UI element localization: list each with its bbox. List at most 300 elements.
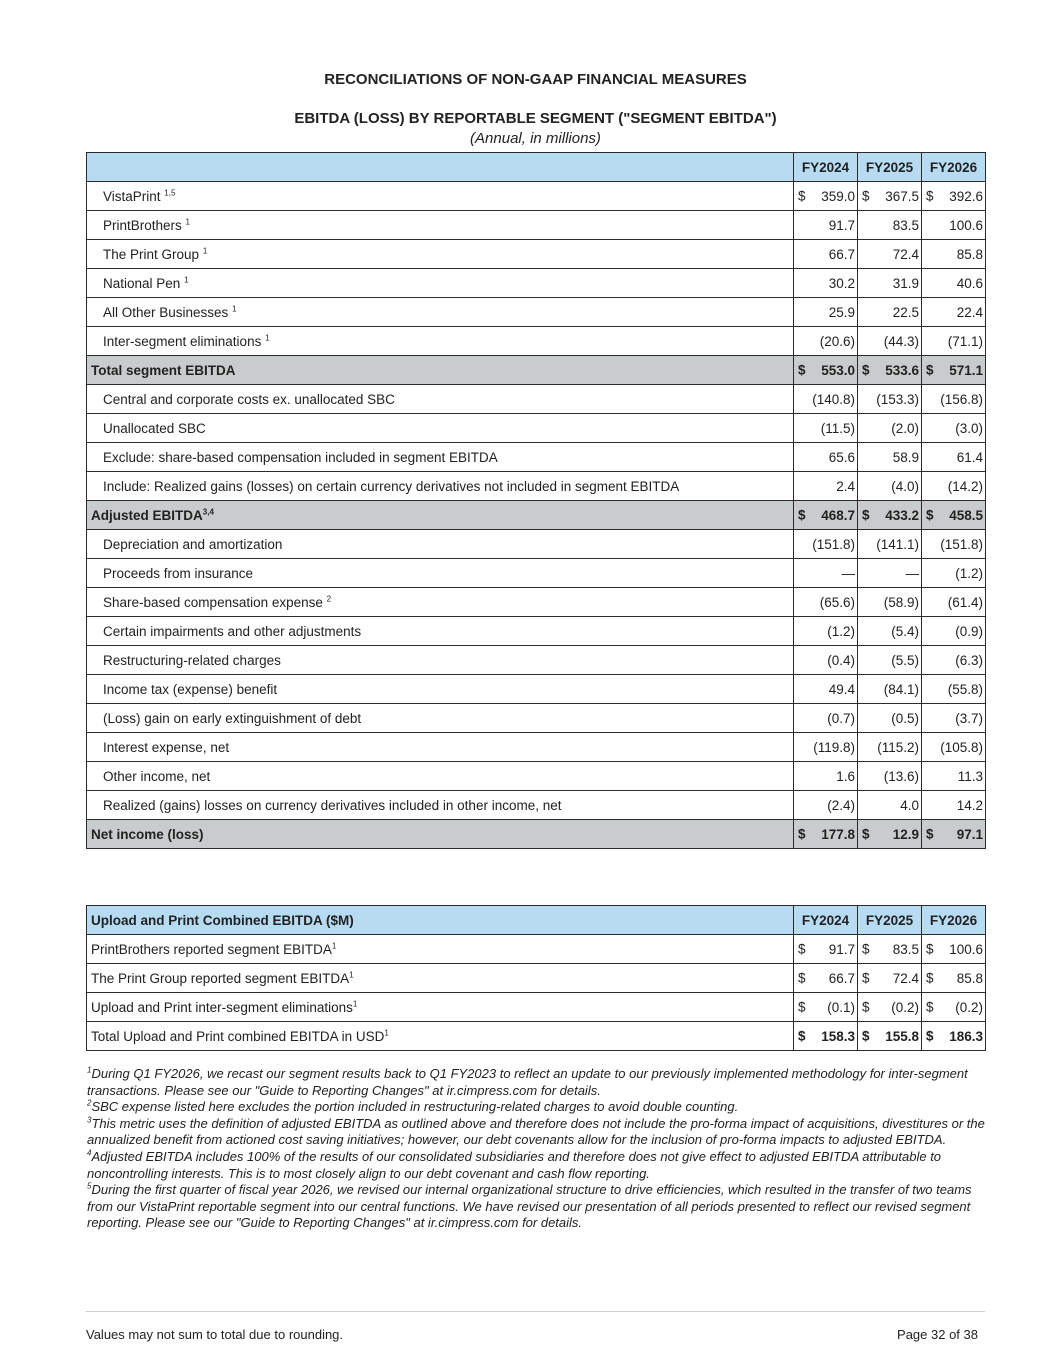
currency-symbol: $ — [798, 826, 806, 842]
value-cell — [858, 617, 922, 646]
cell-value: (5.5) — [891, 652, 919, 668]
footer-divider — [86, 1311, 985, 1312]
currency-symbol: $ — [862, 826, 870, 842]
cell-value: 97.1 — [956, 826, 983, 842]
row-label-cell — [87, 559, 794, 588]
cell-value: 433.2 — [885, 507, 919, 523]
cell-value: (0.1) — [827, 999, 855, 1015]
value-cell — [922, 762, 986, 791]
row-label-cell — [87, 443, 794, 472]
currency-symbol: $ — [862, 941, 870, 957]
footnote-text: SBC expense listed here excludes the portion included in restructuring-related charges to avoid double counting. — [91, 1099, 739, 1115]
row-label-cell — [87, 298, 794, 327]
currency-symbol: $ — [926, 826, 934, 842]
currency-symbol: $ — [798, 1028, 806, 1044]
footnote-ref: 1 — [331, 941, 337, 950]
value-cell — [794, 617, 858, 646]
value-cell — [858, 964, 922, 993]
cell-value: (55.8) — [947, 681, 983, 697]
page-number: Page 32 of 38 — [897, 1327, 978, 1342]
cell-value: 66.7 — [828, 970, 855, 986]
row-label-cell — [87, 501, 794, 530]
row-label-cell — [87, 733, 794, 762]
upload-print-ebitda-table — [86, 905, 986, 1051]
currency-symbol: $ — [926, 362, 934, 378]
cell-value: 58.9 — [892, 449, 919, 465]
value-cell — [794, 588, 858, 617]
table-row — [87, 443, 986, 472]
value-cell — [794, 820, 858, 849]
cell-value: (151.8) — [812, 536, 855, 552]
row-label: Net income (loss) — [91, 826, 204, 842]
cell-value: (14.2) — [947, 478, 983, 494]
total-row — [87, 501, 986, 530]
value-cell — [858, 327, 922, 356]
value-cell — [794, 327, 858, 356]
cell-value: 31.9 — [892, 275, 919, 291]
table-row — [87, 762, 986, 791]
cell-value: (58.9) — [883, 594, 919, 610]
cell-value: 553.0 — [821, 362, 855, 378]
cell-value: (0.5) — [891, 710, 919, 726]
value-cell — [794, 559, 858, 588]
section-heading: EBITDA (LOSS) BY REPORTABLE SEGMENT ("SEGMENT EBITDA") — [294, 110, 777, 127]
footnote-ref: 1 — [265, 333, 270, 342]
column-header: FY2025 — [858, 906, 922, 935]
table-row — [87, 559, 986, 588]
row-label: The Print Group — [103, 246, 200, 262]
table-row — [87, 935, 986, 964]
value-cell — [858, 298, 922, 327]
row-label-cell — [87, 675, 794, 704]
table-row — [87, 704, 986, 733]
row-label-cell — [87, 269, 794, 298]
value-cell — [858, 935, 922, 964]
value-cell — [858, 762, 922, 791]
cell-value: 533.6 — [885, 362, 919, 378]
cell-value: (61.4) — [947, 594, 983, 610]
value-cell — [922, 472, 986, 501]
value-cell — [922, 240, 986, 269]
cell-value: 11.3 — [957, 768, 983, 784]
cell-value: 100.6 — [949, 217, 983, 233]
value-cell — [922, 269, 986, 298]
cell-value: 85.8 — [956, 246, 983, 262]
page-title: RECONCILIATIONS OF NON-GAAP FINANCIAL MEASURES — [324, 71, 747, 88]
value-cell — [922, 993, 986, 1022]
value-cell — [922, 501, 986, 530]
value-cell — [794, 935, 858, 964]
value-cell — [922, 964, 986, 993]
value-cell — [794, 530, 858, 559]
value-cell — [922, 646, 986, 675]
column-header: FY2026 — [922, 906, 986, 935]
value-cell — [794, 675, 858, 704]
table-row — [87, 240, 986, 269]
cell-value: (44.3) — [883, 333, 919, 349]
table-header-title: Upload and Print Combined EBITDA ($M) — [87, 906, 794, 935]
table-row — [87, 211, 986, 240]
row-label: Unallocated SBC — [103, 420, 206, 436]
cell-value: 2.4 — [836, 478, 855, 494]
table-row — [87, 530, 986, 559]
cell-value: 158.3 — [821, 1028, 855, 1044]
row-label: Total segment EBITDA — [91, 362, 236, 378]
value-cell — [858, 211, 922, 240]
footnote-ref: 1 — [202, 246, 208, 255]
value-cell — [922, 1022, 986, 1051]
table-header-row — [87, 153, 986, 182]
cell-value: (2.0) — [891, 420, 919, 436]
cell-value: (151.8) — [940, 536, 983, 552]
row-label: All Other Businesses — [103, 304, 229, 320]
cell-value: (105.8) — [940, 739, 983, 755]
value-cell — [858, 269, 922, 298]
value-cell — [922, 704, 986, 733]
value-cell — [922, 356, 986, 385]
table-row — [87, 182, 986, 211]
cell-value: 22.4 — [956, 304, 983, 320]
cell-value: (0.4) — [827, 652, 855, 668]
row-label-cell — [87, 385, 794, 414]
row-label: Exclude: share-based compensation included in segment EBITDA — [103, 449, 498, 465]
row-label-cell — [87, 617, 794, 646]
value-cell — [794, 298, 858, 327]
value-cell — [794, 1022, 858, 1051]
value-cell — [922, 617, 986, 646]
footnote-ref: 1 — [349, 970, 354, 979]
value-cell — [794, 240, 858, 269]
table-row — [87, 472, 986, 501]
currency-symbol: $ — [862, 188, 870, 204]
currency-symbol: $ — [926, 188, 934, 204]
value-cell — [794, 791, 858, 820]
footnote-number: 1 — [87, 1065, 92, 1075]
cell-value: (84.1) — [883, 681, 919, 697]
footnote — [87, 1149, 987, 1182]
row-label: Upload and Print inter-segment eliminations — [91, 999, 353, 1015]
footnote-ref: 1 — [184, 275, 189, 284]
table-row — [87, 385, 986, 414]
currency-symbol: $ — [926, 999, 934, 1015]
footnote-text: Adjusted EBITDA includes 100% of the results of our consolidated subsidiaries and therefore does not give effect to adjusted EBITDA attributable to noncontrolling interests. This is to most closely align to our debt covenant and cash flow reporting. — [87, 1148, 942, 1181]
footer-note: Values may not sum to total due to rounding. — [86, 1327, 344, 1342]
footnote — [87, 1099, 987, 1116]
cell-value: 40.6 — [956, 275, 983, 291]
row-label-cell — [87, 211, 794, 240]
cell-value: (0.2) — [891, 999, 919, 1015]
row-label: Proceeds from insurance — [103, 565, 254, 581]
currency-symbol: $ — [926, 507, 934, 523]
value-cell — [922, 414, 986, 443]
value-cell — [858, 472, 922, 501]
row-label-cell — [87, 414, 794, 443]
table-row — [87, 733, 986, 762]
table-row — [87, 791, 986, 820]
cell-value: 91.7 — [828, 941, 855, 957]
footnote-ref: 3,4 — [202, 507, 214, 516]
value-cell — [858, 588, 922, 617]
value-cell — [922, 791, 986, 820]
row-label-cell — [87, 182, 794, 211]
table-row — [87, 327, 986, 356]
cell-value: (3.0) — [955, 420, 983, 436]
value-cell — [858, 733, 922, 762]
row-label: Interest expense, net — [103, 739, 230, 755]
table-row — [87, 588, 986, 617]
currency-symbol: $ — [862, 362, 870, 378]
value-cell — [858, 414, 922, 443]
table-row — [87, 993, 986, 1022]
cell-value: (115.2) — [877, 739, 919, 755]
value-cell — [858, 559, 922, 588]
cell-value: (11.5) — [820, 420, 855, 436]
cell-value: 458.5 — [949, 507, 983, 523]
value-cell — [858, 385, 922, 414]
currency-symbol: $ — [926, 941, 934, 957]
cell-value: 367.5 — [885, 188, 919, 204]
row-label: The Print Group reported segment EBITDA — [91, 970, 350, 986]
currency-symbol: $ — [798, 941, 806, 957]
value-cell — [922, 820, 986, 849]
cell-value: (13.6) — [883, 768, 919, 784]
table-row — [87, 617, 986, 646]
row-label-cell — [87, 327, 794, 356]
cell-value: 61.4 — [956, 449, 983, 465]
value-cell — [922, 182, 986, 211]
cell-value: (0.7) — [827, 710, 855, 726]
footnote-number: 2 — [87, 1098, 92, 1108]
cell-value: (1.2) — [955, 565, 983, 581]
cell-value: (2.4) — [827, 797, 855, 813]
table-row — [87, 964, 986, 993]
row-label: VistaPrint — [103, 188, 161, 204]
cell-value: (141.1) — [876, 536, 919, 552]
table-row — [87, 1022, 986, 1051]
value-cell — [922, 675, 986, 704]
value-cell — [858, 1022, 922, 1051]
row-label: Restructuring-related charges — [103, 652, 281, 668]
cell-value: (156.8) — [940, 391, 983, 407]
value-cell — [794, 414, 858, 443]
column-header: FY2025 — [858, 153, 922, 182]
row-label-cell — [87, 530, 794, 559]
row-label-cell — [87, 935, 794, 964]
value-cell — [922, 327, 986, 356]
footnote — [87, 1182, 987, 1232]
cell-value: 72.4 — [892, 970, 919, 986]
value-cell — [794, 501, 858, 530]
table-row — [87, 269, 986, 298]
row-label: Central and corporate costs ex. unallocated SBC — [103, 391, 395, 407]
column-header: FY2024 — [794, 153, 858, 182]
currency-symbol: $ — [862, 970, 870, 986]
footnote-text: During the first quarter of fiscal year 2026, we revised our internal organizational structure to drive efficiencies, which resulted in the transfer of two teams from our VistaPrint reportable segment into our central functions. We have revised our presentation of all periods presented to reflect our revised segment reporting. Please see our "Guide to Reporting Changes" at ir.cimpress.com for details. — [87, 1182, 972, 1231]
value-cell — [922, 935, 986, 964]
footnote — [87, 1066, 987, 1099]
value-cell — [858, 443, 922, 472]
footnote-ref: 1 — [232, 304, 237, 313]
value-cell — [794, 472, 858, 501]
currency-symbol: $ — [862, 507, 870, 523]
cell-value: 186.3 — [949, 1028, 983, 1044]
value-cell — [922, 559, 986, 588]
value-cell — [922, 211, 986, 240]
cell-value: 83.5 — [892, 941, 919, 957]
cell-value: (140.8) — [812, 391, 855, 407]
value-cell — [922, 385, 986, 414]
footnote-ref: 1,5 — [164, 188, 176, 197]
total-row — [87, 820, 986, 849]
row-label: (Loss) gain on early extinguishment of debt — [103, 710, 362, 726]
value-cell — [922, 530, 986, 559]
currency-symbol: $ — [926, 970, 934, 986]
value-cell — [794, 443, 858, 472]
row-label: Income tax (expense) benefit — [103, 681, 278, 697]
cell-value: 100.6 — [949, 941, 983, 957]
row-label-cell — [87, 1022, 794, 1051]
value-cell — [858, 820, 922, 849]
value-cell — [794, 733, 858, 762]
row-label: Certain impairments and other adjustments — [103, 623, 362, 639]
value-cell — [794, 182, 858, 211]
row-label-cell — [87, 588, 794, 617]
value-cell — [858, 240, 922, 269]
table-row — [87, 298, 986, 327]
cell-value: 66.7 — [828, 246, 855, 262]
cell-value: 12.9 — [892, 826, 919, 842]
value-cell — [922, 443, 986, 472]
row-label: PrintBrothers — [103, 217, 182, 233]
column-header: FY2026 — [922, 153, 986, 182]
section-subheading: (Annual, in millions) — [470, 130, 601, 147]
row-label: Total Upload and Print combined EBITDA in USD — [91, 1028, 385, 1044]
currency-symbol: $ — [798, 188, 806, 204]
row-label-cell — [87, 820, 794, 849]
cell-value: (5.4) — [891, 623, 919, 639]
cell-value: 72.4 — [892, 246, 919, 262]
footnote-number: 3 — [87, 1115, 92, 1125]
table-row — [87, 414, 986, 443]
row-label-cell — [87, 704, 794, 733]
cell-value: 65.6 — [828, 449, 855, 465]
currency-symbol: $ — [798, 362, 806, 378]
cell-value: 1.6 — [836, 768, 855, 784]
segment-ebitda-table — [86, 152, 986, 849]
footnote-ref: 1 — [185, 217, 190, 226]
cell-value: (4.0) — [891, 478, 919, 494]
value-cell — [922, 298, 986, 327]
cell-value: 468.7 — [821, 507, 855, 523]
value-cell — [858, 501, 922, 530]
value-cell — [794, 762, 858, 791]
row-label: Include: Realized gains (losses) on certain currency derivatives not included in segment EBITDA — [103, 478, 680, 494]
value-cell — [922, 733, 986, 762]
footnote-ref: 1 — [384, 1028, 389, 1037]
cell-value: 4.0 — [900, 797, 919, 813]
value-cell — [858, 791, 922, 820]
value-cell — [794, 964, 858, 993]
cell-value: (3.7) — [955, 710, 983, 726]
cell-value: (1.2) — [827, 623, 855, 639]
row-label-cell — [87, 240, 794, 269]
currency-symbol: $ — [862, 999, 870, 1015]
row-label: Inter-segment eliminations — [103, 333, 262, 349]
value-cell — [794, 269, 858, 298]
row-label-cell — [87, 356, 794, 385]
row-label: Realized (gains) losses on currency derivatives included in other income, net — [103, 797, 562, 813]
row-label: Other income, net — [103, 768, 211, 784]
row-label-cell — [87, 993, 794, 1022]
cell-value: 359.0 — [821, 188, 855, 204]
cell-value: 30.2 — [828, 275, 855, 291]
table-header-row — [87, 906, 986, 935]
column-header: FY2024 — [794, 906, 858, 935]
cell-value: 49.4 — [828, 681, 855, 697]
cell-value: 85.8 — [956, 970, 983, 986]
footnote-ref: 2 — [326, 594, 332, 603]
value-cell — [858, 356, 922, 385]
cell-value: 392.6 — [949, 188, 983, 204]
cell-value: — — [841, 565, 855, 581]
row-label-cell — [87, 791, 794, 820]
footnote-number: 4 — [87, 1148, 92, 1158]
row-label: National Pen — [103, 275, 181, 291]
cell-value: — — [905, 565, 919, 581]
cell-value: 83.5 — [892, 217, 919, 233]
cell-value: (153.3) — [876, 391, 919, 407]
currency-symbol: $ — [798, 970, 806, 986]
value-cell — [858, 646, 922, 675]
cell-value: 25.9 — [828, 304, 855, 320]
table-row — [87, 675, 986, 704]
footnotes — [87, 1066, 987, 1232]
row-label: Depreciation and amortization — [103, 536, 283, 552]
footnote-text: This metric uses the definition of adjusted EBITDA as outlined above and therefore does not include the pro-forma impact of acquisitions, divestitures or the annualized benefit from actioned cost saving initiatives; however, our debt covenants allow for the inclusion of pro-forma impacts to adjusted EBITDA. — [87, 1115, 985, 1148]
table-row — [87, 646, 986, 675]
value-cell — [794, 704, 858, 733]
table-header-title — [87, 153, 794, 182]
value-cell — [858, 993, 922, 1022]
currency-symbol: $ — [798, 507, 806, 523]
footnote-ref: 1 — [352, 999, 358, 1008]
cell-value: 571.1 — [949, 362, 983, 378]
value-cell — [794, 646, 858, 675]
cell-value: 22.5 — [892, 304, 919, 320]
cell-value: (20.6) — [819, 333, 855, 349]
cell-value: (119.8) — [813, 739, 855, 755]
value-cell — [794, 356, 858, 385]
cell-value: (71.1) — [947, 333, 983, 349]
cell-value: (65.6) — [819, 594, 855, 610]
footnote — [87, 1116, 987, 1149]
value-cell — [794, 211, 858, 240]
row-label: PrintBrothers reported segment EBITDA — [91, 941, 332, 957]
row-label-cell — [87, 762, 794, 791]
cell-value: (6.3) — [955, 652, 983, 668]
currency-symbol: $ — [862, 1028, 870, 1044]
total-row — [87, 356, 986, 385]
row-label: Share-based compensation expense — [103, 594, 323, 610]
row-label-cell — [87, 646, 794, 675]
value-cell — [858, 704, 922, 733]
row-label-cell — [87, 964, 794, 993]
value-cell — [858, 182, 922, 211]
cell-value: (0.9) — [955, 623, 983, 639]
value-cell — [794, 385, 858, 414]
currency-symbol: $ — [798, 999, 806, 1015]
value-cell — [922, 588, 986, 617]
